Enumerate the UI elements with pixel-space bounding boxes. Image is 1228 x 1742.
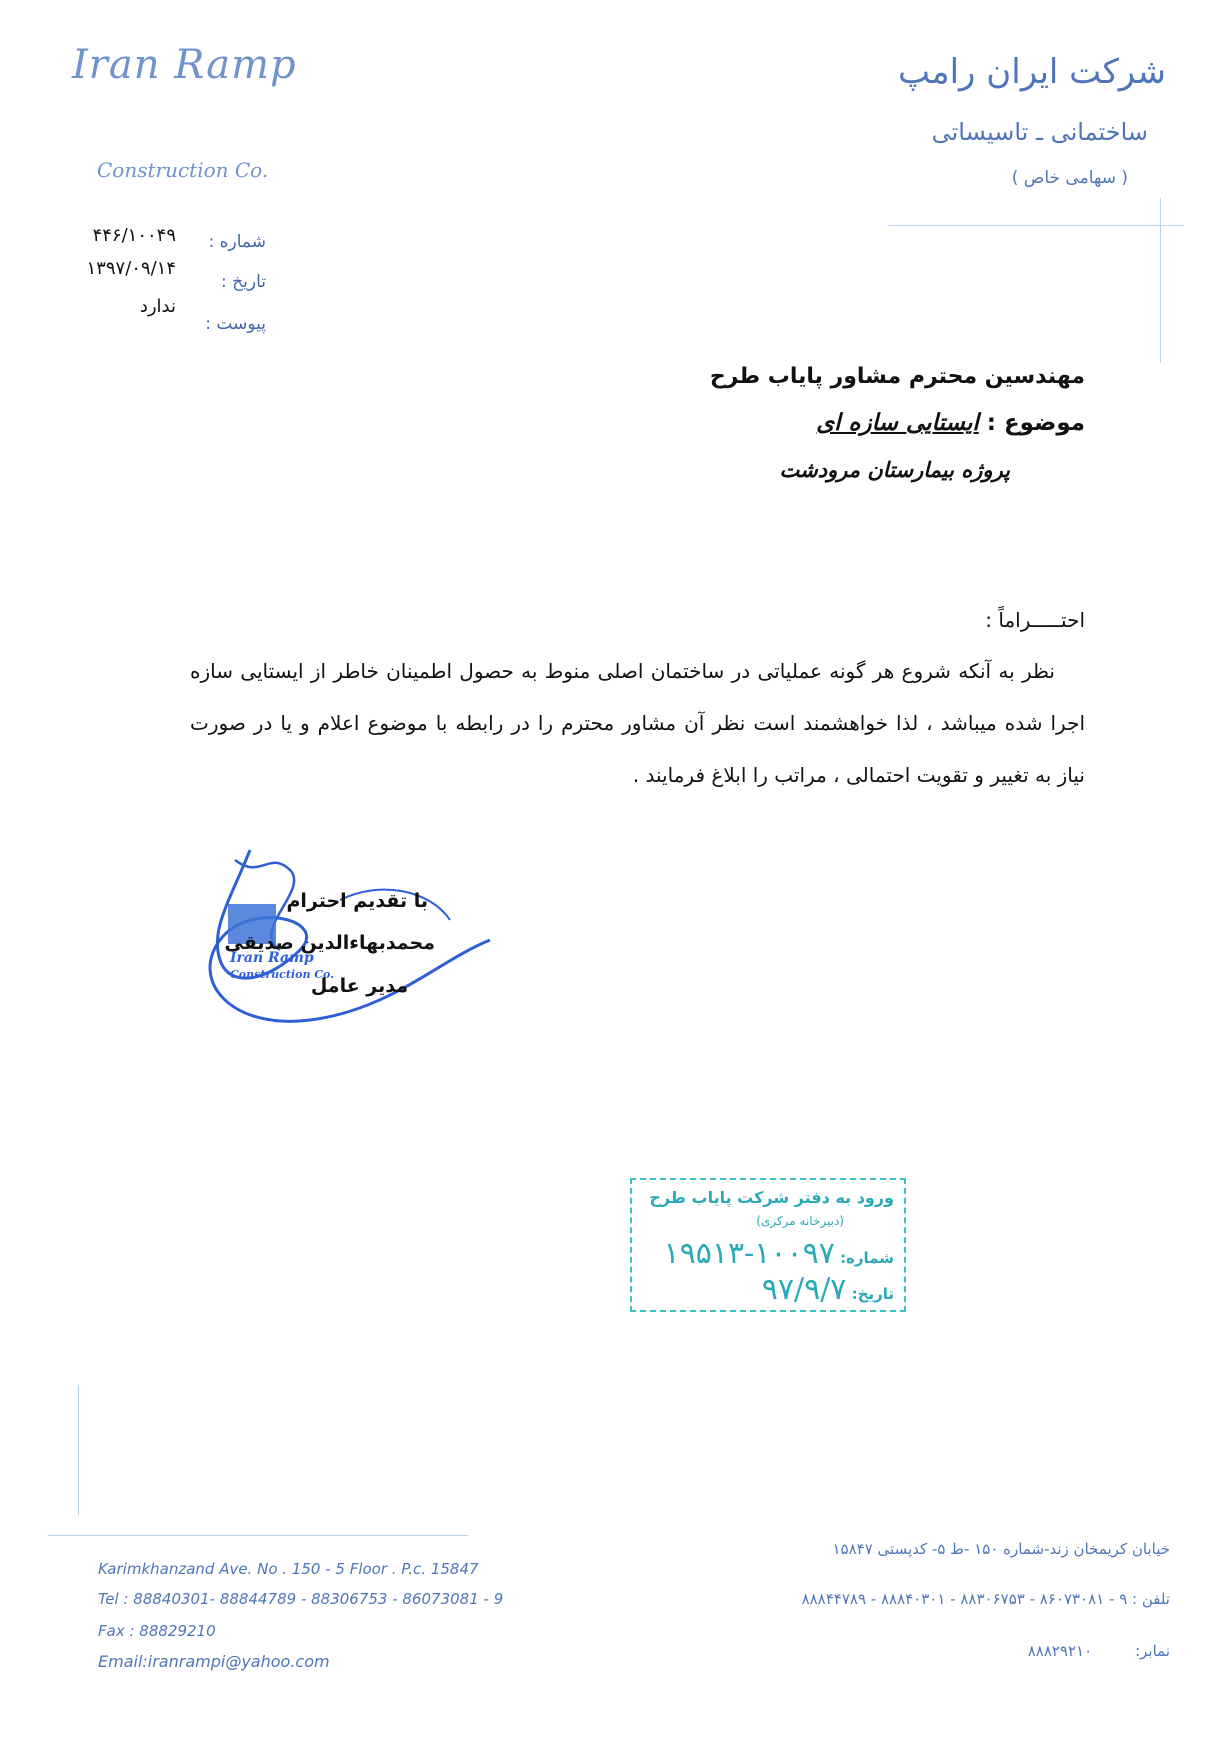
receipt-date-label: تاریخ:: [851, 1285, 894, 1303]
receipt-date-value: ۹۷/۹/۷: [761, 1272, 847, 1307]
brand-subtitle-fa: ساختمانی ـ تاسیساتی: [931, 118, 1148, 146]
footer-tel-en: Tel : 88840301- 88844789 - 88306753 - 86073081 - 9: [98, 1590, 504, 1608]
footer-tel-fa: تلفن : ۹ - ۸۶۰۷۳۰۸۱ - ۸۸۳۰۶۷۵۳ - ۸۸۸۴۰۳۰۱ - ۸۸۸۴۴۷۸۹: [801, 1590, 1170, 1608]
date-label: تاریخ :: [221, 272, 266, 292]
number-label: شماره :: [208, 232, 266, 252]
greeting: احتـــــراماً :: [985, 608, 1085, 632]
date-value: ۱۳۹۷/۰۹/۱۴: [86, 258, 176, 279]
letter-body: نظر به آنکه شروع هر گونه عملیاتی در ساختمان اصلی منوط به حصول اطمینان خاطر از ایستایی سازه اجرا شده میباشد ، لذا خواهشمند است نظر آن مشاور محترم را در رابطه با موضوع اعلام و یا در صورت نیاز به تغییر و تقویت احتمالی ، مراتب را ابلاغ فرمایند .: [190, 659, 1085, 787]
stamp-brand-en: Iran Ramp: [230, 950, 314, 966]
receipt-stamp-date-row: [762, 1272, 894, 1307]
frame-line-top: [888, 225, 1184, 226]
frame-line-bottom: [48, 1535, 468, 1536]
receipt-stamp-title: ورود به دفتر شرکت پایاب طرح: [649, 1188, 894, 1207]
project-line: پروژه بیمارستان مرودشت: [779, 458, 1010, 482]
footer-fax-fa-value: ۸۸۸۲۹۲۱۰: [1027, 1642, 1093, 1660]
footer-fax-fa: [1028, 1642, 1170, 1660]
brand-subtitle-en: Construction Co.: [97, 158, 269, 182]
footer-email: Email:iranrampi@yahoo.com: [98, 1652, 330, 1671]
frame-line-left: [78, 1385, 79, 1515]
attachment-label: پیوست :: [205, 314, 266, 334]
receipt-number-value: ۱۰۰۹۷-۱۹۵۱۳: [663, 1236, 835, 1271]
receipt-stamp: [630, 1178, 906, 1312]
signatory-title: مدیر عامل: [310, 975, 408, 997]
subject-line: [816, 410, 1085, 436]
recipient-line: مهندسین محترم مشاور پایاب طرح: [709, 364, 1085, 389]
receipt-number-label: شماره:: [840, 1249, 894, 1267]
footer-fax-fa-label: نمابر:: [1135, 1642, 1170, 1660]
brand-name-en: Iran Ramp: [72, 42, 297, 88]
signatory-name: محمدبهاءالدین صدیقی: [224, 932, 435, 954]
company-type-fa: ( سهامی خاص ): [1011, 168, 1128, 188]
receipt-stamp-number-row: [664, 1236, 894, 1271]
subject-value: ایستایی سازه ای: [816, 410, 979, 436]
footer-address-fa: خیابان کریمخان زند-شماره ۱۵۰ -ط ۵- کدپستی ۱۵۸۴۷: [832, 1540, 1170, 1558]
number-value: ۴۴۶/۱۰۰۴۹: [92, 225, 176, 246]
subject-label: موضوع :: [986, 410, 1085, 436]
attachment-value: ندارد: [139, 296, 176, 317]
frame-line-right: [1160, 198, 1161, 363]
signature-closing: با تقدیم احترام: [286, 890, 428, 912]
brand-name-fa: شرکت ایران رامپ: [898, 52, 1166, 92]
footer-address-en: Karimkhanzand Ave. No . 150 - 5 Floor . P.c. 15847: [98, 1560, 479, 1578]
receipt-stamp-subtitle: (دبیرخانه مرکزی): [756, 1214, 844, 1228]
stamp-brand-en-sub: Construction Co.: [230, 968, 335, 981]
footer-fax-en: Fax : 88829210: [98, 1622, 216, 1640]
